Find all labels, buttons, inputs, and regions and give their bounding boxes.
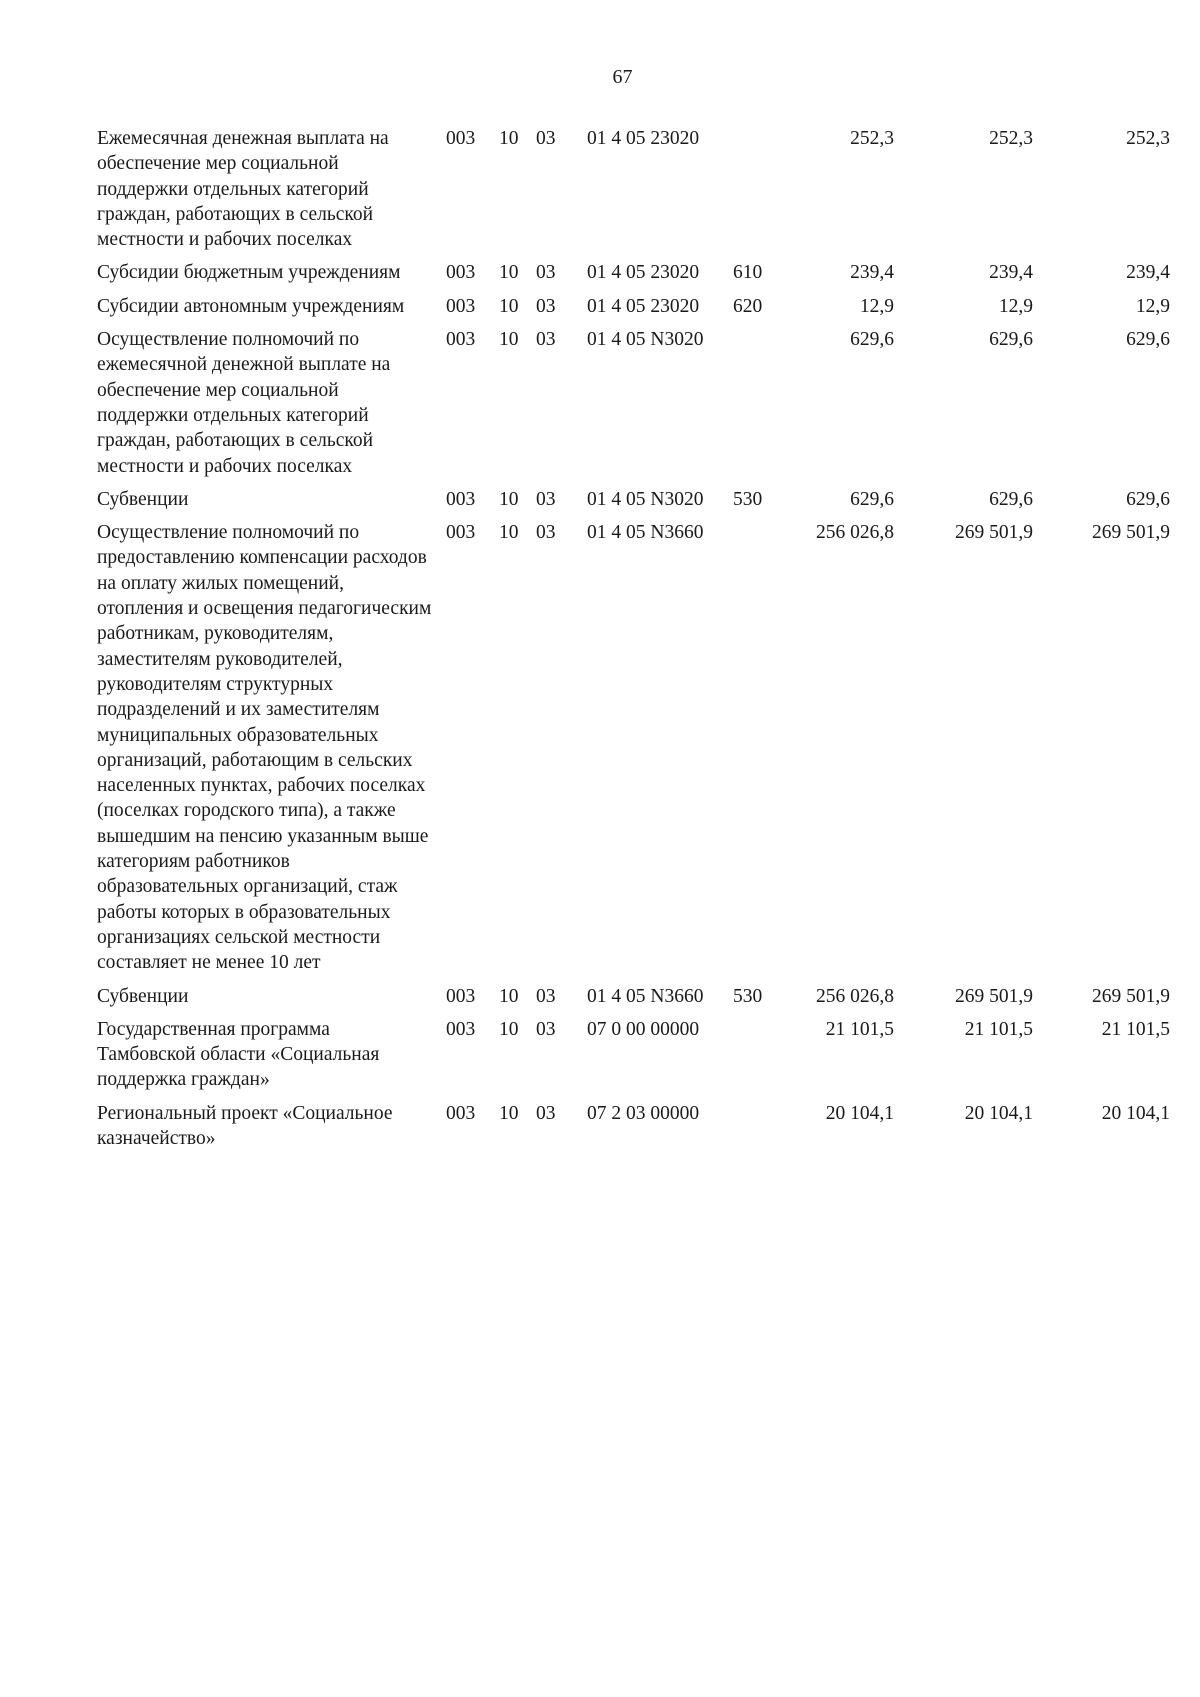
target-article-code: 01 4 05 N3020 xyxy=(587,329,704,351)
table-row xyxy=(97,520,1170,983)
expense-type-code xyxy=(728,1017,789,1101)
amount-year-3: 269 501,9 xyxy=(1092,522,1170,544)
expense-name: Субвенции xyxy=(97,985,189,1007)
expense-type-code: 530 xyxy=(733,488,763,510)
target-article-code: 01 4 05 23020 xyxy=(587,128,700,149)
subsection-code: 03 xyxy=(536,488,556,510)
expense-name: Субвенции xyxy=(97,488,189,510)
ministry-code: 003 xyxy=(446,985,476,1007)
expense-name: Государственная программа Тамбовской области «Социальная поддержка граждан» xyxy=(97,1018,380,1091)
amount-year-3: 629,6 xyxy=(1126,488,1170,510)
amount-year-3: 20 104,1 xyxy=(1101,1102,1170,1124)
target-article-code: 01 4 05 N3660 xyxy=(587,522,704,544)
table-row xyxy=(97,1017,1170,1101)
ministry-code: 003 xyxy=(446,128,476,149)
amount-year-3: 12,9 xyxy=(1135,295,1170,317)
table-row xyxy=(97,260,1170,293)
expense-name: Региональный проект «Социальное казначейство» xyxy=(97,1102,393,1149)
section-code: 10 xyxy=(499,1102,519,1124)
ministry-code: 003 xyxy=(446,295,476,317)
table-row xyxy=(97,1101,1170,1160)
amount-year-2: 629,6 xyxy=(989,329,1033,351)
ministry-code: 003 xyxy=(446,1102,476,1124)
amount-year-3: 269 501,9 xyxy=(1092,985,1170,1007)
subsection-code: 03 xyxy=(536,262,556,284)
table-row xyxy=(97,487,1170,520)
amount-year-2: 12,9 xyxy=(998,295,1033,317)
amount-year-2: 269 501,9 xyxy=(955,985,1033,1007)
table-body xyxy=(97,126,1170,1159)
amount-year-1: 629,6 xyxy=(850,488,894,510)
expense-type-code xyxy=(728,327,789,487)
section-code: 10 xyxy=(499,522,519,544)
expense-name: Ежемесячная денежная выплата на обеспечение мер социальной поддержки отдельных категорий граждан, работающих в сельской местности и рабочих поселках xyxy=(97,128,389,251)
subsection-code: 03 xyxy=(536,985,556,1007)
expense-type-code xyxy=(728,126,789,260)
subsection-code: 03 xyxy=(536,1102,556,1124)
ministry-code: 003 xyxy=(446,1018,476,1040)
amount-year-1: 20 104,1 xyxy=(825,1102,894,1124)
table-row xyxy=(97,327,1170,487)
amount-year-3: 252,3 xyxy=(1126,128,1170,149)
section-code: 10 xyxy=(499,1018,519,1040)
section-code: 10 xyxy=(499,128,519,149)
target-article-code: 07 0 00 00000 xyxy=(587,1018,700,1040)
table-row xyxy=(97,294,1170,327)
expense-type-code xyxy=(728,520,789,983)
amount-year-1: 629,6 xyxy=(850,329,894,351)
section-code: 10 xyxy=(499,488,519,510)
target-article-code: 01 4 05 N3020 xyxy=(587,488,704,510)
expense-type-code: 530 xyxy=(733,985,763,1007)
amount-year-1: 21 101,5 xyxy=(825,1018,894,1040)
amount-year-2: 21 101,5 xyxy=(964,1018,1033,1040)
section-code: 10 xyxy=(499,262,519,284)
target-article-code: 01 4 05 23020 xyxy=(587,262,700,284)
amount-year-1: 12,9 xyxy=(859,295,894,317)
target-article-code: 01 4 05 N3660 xyxy=(587,985,704,1007)
amount-year-1: 252,3 xyxy=(850,128,894,149)
expense-name: Осуществление полномочий по предоставлению компенсации расходов на оплату жилых помещений, отопления и освещения педагогическим работникам, руководителям, заместителям руководителей, руководителям структурных подразделений и их заместителям муниципальных образовательных организаций, работающим в сельских населенных пунктах, рабочих поселках (поселках городского типа), а также вышедшим на пенсию указанным выше категориям работников образовательных организаций, стаж работы которых в образовательных организациях сельской местности составляет не менее 10 лет xyxy=(97,522,432,974)
ministry-code: 003 xyxy=(446,262,476,284)
amount-year-3: 629,6 xyxy=(1126,329,1170,351)
ministry-code: 003 xyxy=(446,522,476,544)
section-code: 10 xyxy=(499,985,519,1007)
subsection-code: 03 xyxy=(536,1018,556,1040)
amount-year-2: 252,3 xyxy=(989,128,1033,149)
table-row xyxy=(97,984,1170,1017)
page-number: 67 xyxy=(612,66,633,88)
amount-year-2: 269 501,9 xyxy=(955,522,1033,544)
amount-year-1: 256 026,8 xyxy=(816,522,894,544)
amount-year-2: 20 104,1 xyxy=(964,1102,1033,1124)
amount-year-3: 239,4 xyxy=(1126,262,1170,284)
amount-year-1: 256 026,8 xyxy=(816,985,894,1007)
subsection-code: 03 xyxy=(536,522,556,544)
subsection-code: 03 xyxy=(536,128,556,149)
table-row xyxy=(97,126,1170,260)
amount-year-3: 21 101,5 xyxy=(1101,1018,1170,1040)
ministry-code: 003 xyxy=(446,488,476,510)
amount-year-1: 239,4 xyxy=(850,262,894,284)
ministry-code: 003 xyxy=(446,329,476,351)
expense-type-code xyxy=(728,1101,789,1160)
expense-type-code: 620 xyxy=(733,295,763,317)
subsection-code: 03 xyxy=(536,295,556,317)
amount-year-2: 239,4 xyxy=(989,262,1033,284)
expense-name: Субсидии бюджетным учреждениям xyxy=(97,262,401,284)
section-code: 10 xyxy=(499,295,519,317)
target-article-code: 07 2 03 00000 xyxy=(587,1102,700,1124)
expense-type-code: 610 xyxy=(733,262,763,284)
budget-table xyxy=(97,126,1170,1159)
expense-name: Субсидии автономным учреждениям xyxy=(97,295,405,317)
target-article-code: 01 4 05 23020 xyxy=(587,295,700,317)
amount-year-2: 629,6 xyxy=(989,488,1033,510)
section-code: 10 xyxy=(499,329,519,351)
expense-name: Осуществление полномочий по ежемесячной денежной выплате на обеспечение мер социальной поддержки отдельных категорий граждан, работающих в сельской местности и рабочих поселках xyxy=(97,329,391,477)
subsection-code: 03 xyxy=(536,329,556,351)
